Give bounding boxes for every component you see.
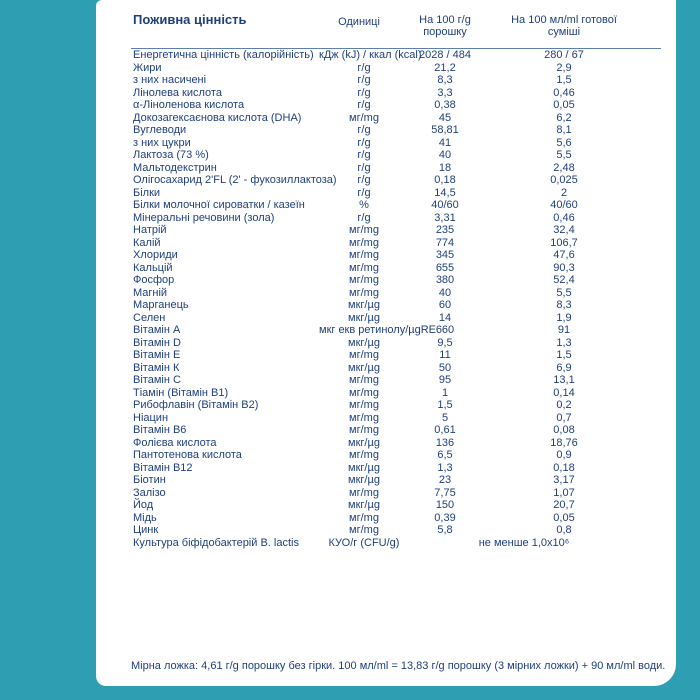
row-unit: мкг/µg [348,299,380,311]
row-name: Цинк [133,524,159,536]
row-powder: 2028 / 484 [419,49,471,61]
table-row [131,187,661,200]
table-row [131,324,661,337]
row-name: Калій [133,236,161,249]
row-unit: г/g [357,124,371,136]
row-name: Кальцій [133,261,173,274]
row-unit: г/g [357,61,371,74]
row-powder: 6,5 [437,449,453,461]
row-powder: 9,5 [437,336,453,349]
row-unit: мг/mg [349,486,379,499]
row-ready: 106,7 [550,236,578,249]
row-unit: мг/mg [349,399,379,411]
row-powder: 45 [438,111,452,124]
row-powder: 380 [435,274,455,286]
row-ready: 5,5 [556,149,572,161]
row-ready: 13,1 [553,374,575,386]
table-row [131,62,661,75]
row-unit: мкг/µg [348,361,380,374]
table-row [131,262,661,275]
row-unit: мг/mg [349,286,379,299]
row-unit: г/g [357,161,371,174]
row-name: Лінолева кислота [133,86,222,99]
row-name: Вітамін К [133,361,180,374]
row-name: Мальтодекстрин [133,161,217,174]
row-ready: 20,7 [553,499,575,511]
row-powder: 14,5 [434,186,456,199]
row-name: Білки молочної сироватки / казеїн [133,199,305,211]
row-unit: мкг/µg [348,436,380,449]
table-row [131,424,661,437]
row-ready: 0,08 [553,424,575,436]
header-name: Поживна цінність [133,12,247,27]
row-ready: 91 [557,324,571,336]
row-name: Вітамін А [133,324,181,336]
row-ready: 0,14 [553,386,575,399]
table-row [131,287,661,300]
row-unit: мкг/µg [348,474,380,486]
table-row [131,299,661,312]
table-row [131,112,661,125]
row-ready: 0,05 [553,511,575,524]
row-ready: 18,76 [550,436,578,449]
row-powder: 40 [438,286,452,299]
row-ready: 1,07 [553,486,575,499]
row-ready: 5,5 [556,286,572,299]
table-row [131,362,661,375]
row-ready: 0,2 [556,399,572,411]
row-ready: 2,9 [556,61,572,74]
row-ready: 0,18 [553,461,575,474]
row-powder: 23 [438,474,452,486]
table-row [131,74,661,87]
row-unit: г/g [357,99,371,111]
row-name: Вітамін Е [133,349,181,361]
row-powder: 50 [438,361,452,374]
table-row [131,49,661,62]
table-header [131,10,661,49]
row-powder: 345 [435,249,455,261]
row-ready: 8,1 [556,124,572,136]
row-ready: 1,9 [556,311,572,324]
row-unit: кДж (kJ) / ккал (kcal) [319,49,422,61]
row-name: з них цукри [133,136,191,149]
row-powder: 14 [438,311,452,324]
row-powder: 40/60 [431,199,459,211]
row-ready: 40/60 [550,199,578,211]
table-row [131,374,661,387]
table-row [131,212,661,225]
row-name: Енергетична цінність (калорійність) [133,49,314,61]
row-powder: 3,31 [434,211,456,224]
row-unit: г/g [357,211,371,224]
row-ready: 1,3 [556,336,572,349]
row-name: Вітамін В12 [133,461,193,474]
row-name: Йод [133,499,154,511]
row-unit: мг/mg [349,274,379,286]
row-unit: г/g [357,136,371,149]
row-unit: мг/mg [349,411,379,424]
table-row [131,474,661,487]
table-row [131,99,661,112]
row-unit: г/g [357,174,371,186]
row-name: Біотин [133,474,166,486]
row-powder: 235 [435,224,455,236]
header-per-powder: На 100 г/g порошку [419,14,471,38]
row-unit: мкг/µg [348,336,380,349]
table-body [131,49,661,549]
row-name: з них насичені [133,74,207,86]
row-unit: г/g [357,186,371,199]
row-powder: 5 [441,411,449,424]
row-name: Фосфор [133,274,175,286]
table-row [131,312,661,325]
row-ready: 8,3 [556,299,572,311]
row-unit: мг/mg [349,261,379,274]
row-unit: г/g [357,86,371,99]
row-ready: 1,5 [556,74,572,86]
row-unit: КУО/г (CFU/g) [328,536,400,549]
row-powder: 5,8 [437,524,453,536]
row-ready: 0,9 [556,449,572,461]
table-row [131,137,661,150]
row-unit: мкг/µg [348,311,380,324]
row-powder: 7,75 [434,486,456,499]
row-unit: г/g [357,74,371,86]
row-name: Вітамін С [133,374,181,386]
row-ready: 5,6 [556,136,572,149]
row-powder: 660 [435,324,455,336]
row-name: Мідь [133,511,157,524]
row-unit: мг/mg [349,224,379,236]
table-row [131,437,661,450]
row-unit: мкг екв ретинолу/µgRE [319,324,436,336]
row-name: Хлориди [133,249,178,261]
row-name: Селен [133,311,166,324]
row-unit: мг/mg [349,511,379,524]
header-per-ready: На 100 мл/ml готової суміші [511,14,617,38]
table-row [131,512,661,525]
table-row [131,349,661,362]
row-powder: 3,3 [437,86,453,99]
table-row [131,87,661,100]
row-unit: мг/mg [349,449,379,461]
table-row [131,487,661,500]
table-row [131,449,661,462]
row-merged-value: не менше 1,0x10⁶ [478,536,570,549]
header-unit: Одиниці [338,16,380,28]
row-powder: 0,39 [434,511,456,524]
row-ready: 6,9 [556,361,572,374]
table-row [131,387,661,400]
row-powder: 0,61 [434,424,456,436]
row-powder: 0,38 [434,99,456,111]
row-ready: 47,6 [553,249,575,261]
table-row [131,162,661,175]
row-powder: 40 [438,149,452,161]
table-row [131,337,661,350]
row-powder: 136 [435,436,455,449]
row-ready: 0,025 [550,174,578,186]
table-row [131,199,661,212]
table-row [131,149,661,162]
row-unit: мг/mg [349,236,379,249]
table-row [131,224,661,237]
row-name: Вітамін В6 [133,424,187,436]
row-unit: мг/mg [349,349,379,361]
row-ready: 0,46 [553,86,575,99]
row-ready: 0,8 [556,524,572,536]
row-powder: 8,3 [437,74,453,86]
row-unit: мкг/µg [348,499,380,511]
row-ready: 2,48 [553,161,575,174]
row-unit: % [359,199,369,211]
row-powder: 0,18 [434,174,456,186]
row-ready: 280 / 67 [544,49,584,61]
row-ready: 2 [560,186,568,199]
row-name: Вітамін D [133,336,181,349]
table-row [131,249,661,262]
row-ready: 0,05 [553,99,575,111]
row-ready: 3,17 [553,474,575,486]
table-row [131,462,661,475]
table-row [131,124,661,137]
row-powder: 1,3 [437,461,453,474]
table-row [131,524,661,537]
row-name: Білки [133,186,161,199]
row-name: Рибофлавін (Вітамін В2) [133,399,259,411]
row-unit: мг/mg [349,249,379,261]
row-name: Залізо [133,486,166,499]
row-name: Олігосахарид 2'FL (2' - фукозиллактоза) [133,174,337,186]
row-ready: 32,4 [553,224,575,236]
row-powder: 1 [441,386,449,399]
row-ready: 0,7 [556,411,572,424]
row-powder: 655 [435,261,455,274]
row-name: Вуглеводи [133,124,187,136]
row-unit: мг/mg [349,374,379,386]
row-unit: мкг/µg [348,461,380,474]
row-ready: 0,46 [553,211,575,224]
row-ready: 1,5 [556,349,572,361]
row-name: Лактоза (73 %) [133,149,209,161]
row-powder: 18 [438,161,452,174]
row-name: Тіамін (Вітамін В1) [133,386,229,399]
table-row [131,499,661,512]
table-row [131,274,661,287]
row-powder: 58,81 [431,124,459,136]
row-name: Магній [133,286,168,299]
table-row [131,399,661,412]
nutrition-table [131,10,661,549]
row-ready: 90,3 [553,261,575,274]
row-powder: 11 [439,349,451,361]
row-powder: 774 [435,236,455,249]
table-row [131,174,661,187]
row-name: Культура біфідобактерій B. lactis [133,536,299,549]
row-ready: 6,2 [556,111,572,124]
row-powder: 60 [438,299,452,311]
row-name: Мінеральні речовини (зола) [133,211,275,224]
row-name: Пантотенова кислота [133,449,242,461]
table-row-bifido [131,537,661,550]
row-powder: 1,5 [437,399,453,411]
row-name: Марганець [133,299,189,311]
row-ready: 52,4 [553,274,575,286]
row-unit: мг/mg [349,424,379,436]
row-unit: мг/mg [349,524,379,536]
row-name: Натрій [133,224,167,236]
table-row [131,412,661,425]
row-name: α-Ліноленова кислота [133,99,245,111]
row-powder: 95 [438,374,452,386]
row-powder: 21,2 [434,61,456,74]
row-name: Докозагексаєнова кислота (DHA) [133,111,302,124]
row-unit: г/g [357,149,371,161]
row-name: Фолієва кислота [133,436,217,449]
footer-note: Мірна ложка: 4,61 г/g порошку без гірки. 100 мл/ml = 13,83 г/g порошку (3 мірних ложки) + 90 мл/ml води. [131,660,666,672]
row-name: Жири [133,61,162,74]
row-powder: 41 [438,136,452,149]
row-powder: 150 [435,499,455,511]
row-unit: мг/mg [349,386,379,399]
row-unit: мг/mg [349,111,379,124]
row-name: Ніацин [133,411,169,424]
table-row [131,237,661,250]
